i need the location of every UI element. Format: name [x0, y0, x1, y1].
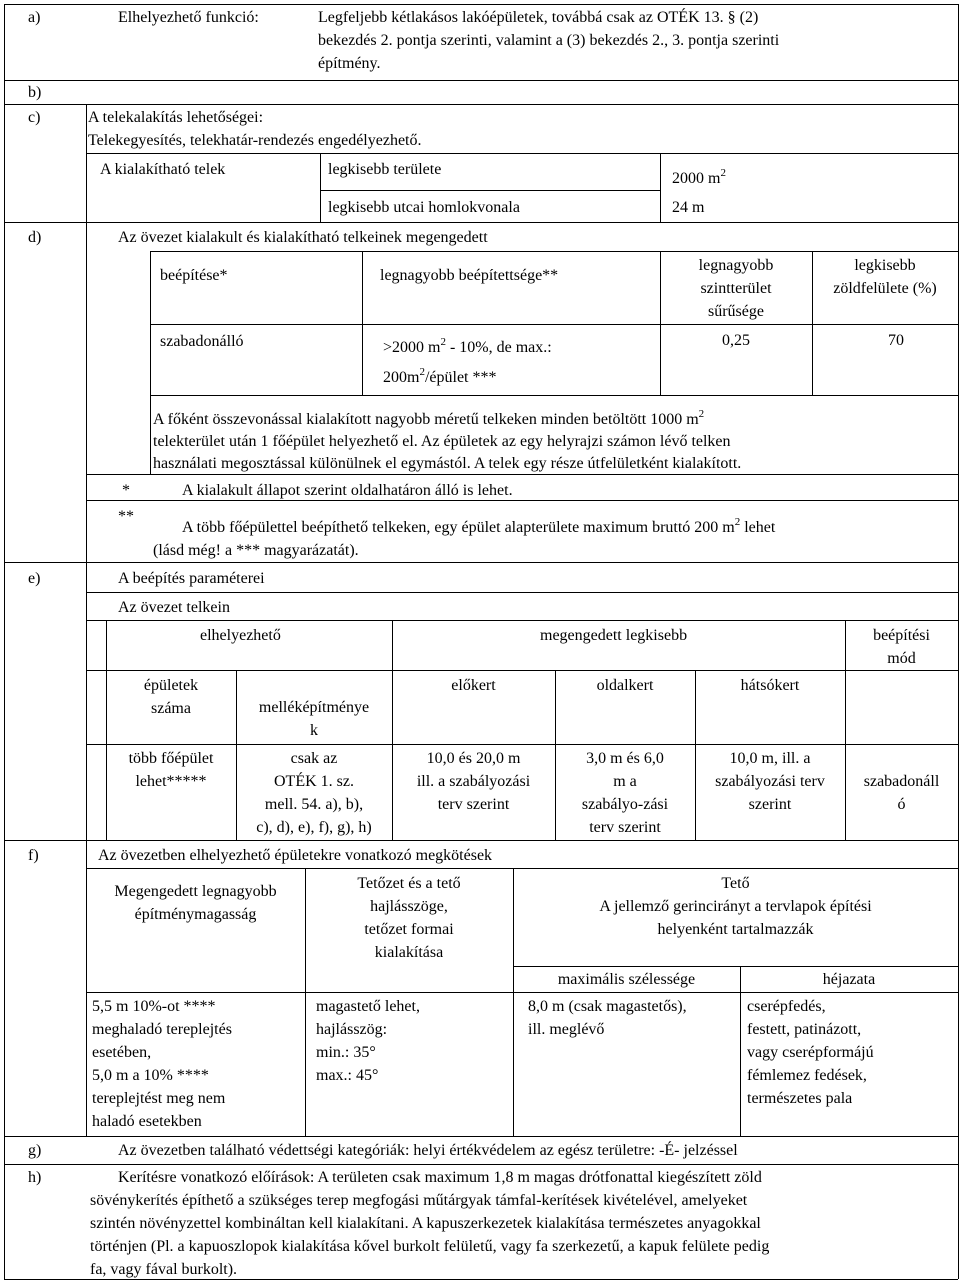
grid-line	[86, 670, 958, 671]
footnote-text: A több főépülettel beépíthető telkeken, egy épület alapterülete maximum bruttó 200 $m^2$ lehet	[182, 516, 776, 536]
grid-line	[958, 4, 959, 1279]
min-area-value: 2000 $m^2$	[672, 167, 726, 187]
min-frontage-value: 24 m	[672, 199, 705, 216]
value-rear-yard: 10,0 m, ill. a szabályozási terv szerint	[715, 750, 825, 813]
grid-line	[4, 562, 958, 563]
grid-line	[86, 592, 958, 593]
header-building-method: beépítési mód	[873, 627, 930, 667]
header-ancillary: melléképítménye k	[258, 699, 370, 739]
function-text-line: bekezdés 2. pontja szerinti, valamint a (3) bekezdés 2., 3. pontja szerinti	[318, 32, 780, 49]
section-letter-c: c)	[28, 109, 41, 126]
header-max-width: maximális szélessége	[557, 971, 696, 988]
grid-line	[4, 4, 5, 1279]
function-text-line: Legfeljebb kétlakásos lakóépületek, továbbá csak az OTÉK 13. § (2)	[318, 9, 759, 26]
section-letter-f: f)	[28, 847, 39, 864]
value-max-coverage-line: >2000 $m^2 - 10\%$, de max.:	[383, 336, 552, 356]
grid-line	[86, 992, 958, 993]
section-letter-g: g)	[28, 1142, 42, 1159]
grid-line	[4, 104, 958, 105]
grid-line	[106, 620, 107, 840]
fence-rules-line: történjen (Pl. a kapuoszlopok kialakítása kővel burkolt felületű, vagy fa szerkezetű, a kapuk felülete pedig	[90, 1238, 770, 1255]
lot-forming-text: Telekegyesítés, telekhatár-rendezés engedélyezhető.	[88, 132, 422, 149]
header-floor-area-density: legnagyobb szintterület sűrűsége	[698, 257, 774, 320]
grid-line	[362, 251, 363, 395]
footnote-marker: *	[122, 482, 130, 499]
grid-line	[4, 840, 958, 841]
grid-line	[4, 4, 958, 5]
grid-line	[4, 1164, 958, 1165]
fence-rules-line: fa, vagy fával burkolt).	[90, 1261, 238, 1278]
fence-rules-line: szintén növényzettel kombináltan kell kialakítani. A kapuszerkezetek kialakítása természetes anyagokkal	[90, 1215, 761, 1232]
header-max-coverage: legnagyobb beépítettsége**	[380, 267, 559, 284]
grid-line	[86, 868, 958, 869]
section-letter-a: a)	[28, 9, 41, 26]
min-frontage-label: legkisebb utcai homlokvonala	[328, 199, 520, 216]
lot-label: A kialakítható telek	[100, 161, 226, 178]
zone-lots-title: Az övezet kialakult és kialakítható telkeinek megengedett	[118, 229, 488, 246]
header-roof-design: Tetőzet és a tető hajlásszöge, tetőzet formai kialakítása	[357, 875, 461, 961]
value-building-method: szabadonáll ó	[863, 773, 940, 813]
header-min-green-area: legkisebb zöldfelülete (%)	[833, 257, 937, 297]
section-letter-e: e)	[28, 570, 41, 587]
grid-line	[150, 324, 958, 325]
value-side-yard: 3,0 m és 6,0 m a szabályo-zási terv szerint	[581, 750, 669, 836]
function-text-line: építmény.	[318, 55, 381, 72]
grid-line	[320, 190, 660, 191]
section-letter-d: d)	[28, 229, 42, 246]
header-roofing: héjazata	[822, 971, 876, 988]
grid-line	[4, 80, 958, 81]
lot-forming-title: A telekalakítás lehetőségei:	[88, 109, 264, 126]
grid-line	[86, 620, 958, 621]
fence-rules-line: Kerítésre vonatkozó előírások: A területen csak maximum 1,8 m magas drótfonattal kiegészített zöld	[118, 1169, 762, 1186]
building-constraints-title: Az övezetben elhelyezhető épületekre vonatkozó megkötések	[98, 847, 493, 864]
grid-line	[150, 251, 958, 252]
note-line: telekterület után 1 főépület helyezhető el. Az épületek az egy helyrajzi számon lévő telken	[153, 433, 731, 450]
section-letter-h: h)	[28, 1169, 42, 1186]
value-max-coverage-line: $200m^2$/épület ***	[383, 366, 497, 386]
grid-line	[660, 153, 661, 222]
min-area-label: legkisebb területe	[328, 161, 442, 178]
grid-line	[4, 222, 958, 223]
grid-line	[740, 966, 741, 1136]
grid-line	[86, 744, 958, 745]
section-letter-b: b)	[28, 84, 42, 101]
value-min-green-area: 70	[888, 332, 904, 349]
value-floor-area-density: 0,25	[722, 332, 750, 349]
grid-line	[150, 395, 958, 396]
grid-line	[320, 153, 321, 222]
header-building-count: épületek száma	[143, 677, 199, 717]
grid-line	[513, 966, 958, 967]
fence-rules-line: sövénykerítés építhető a szükséges terep megfogási műtárgyak támfal-kerítések kivételével, amelyeket	[90, 1192, 748, 1209]
footnote-marker: **	[118, 508, 134, 525]
header-min-allowed: megengedett legkisebb	[540, 627, 688, 644]
value-roof-design: magastető lehet, hajlásszög: min.: 35° max.: 45°	[316, 998, 420, 1084]
header-building-mode: beépítése*	[160, 267, 228, 284]
zone-lots-subtitle: Az övezet telkein	[118, 599, 230, 616]
protection-category-text: Az övezetben található védettségi kategóriák: helyi értékvédelem az egész területre: -É- jelzéssel	[118, 1142, 738, 1159]
function-label: Elhelyezhető funkció:	[118, 9, 259, 26]
value-front-yard: 10,0 és 20,0 m ill. a szabályozási terv szerint	[416, 750, 531, 813]
note-line: használati megosztással különülnek el egymástól. A telek egy része útfelületként kialakított.	[153, 455, 742, 472]
value-roofing: cserépfedés, festett, patinázott, vagy cserépformájú fémlemez fedések, természetes pala	[747, 998, 874, 1107]
building-params-title: A beépítés paraméterei	[118, 570, 265, 587]
header-max-height: Megengedett legnagyobb építménymagasság	[114, 883, 277, 923]
header-side-yard: oldalkert	[596, 677, 654, 694]
header-placeable: elhelyezhető	[200, 627, 281, 644]
value-max-width: 8,0 m (csak magastetős), ill. meglévő	[528, 998, 687, 1038]
note-line: A főként összevonással kialakított nagyobb méretű telkeken minden betöltött 1000 $m^2$	[153, 408, 705, 428]
value-building-mode: szabadonálló	[160, 333, 244, 350]
grid-line	[150, 251, 151, 474]
header-rear-yard: hátsókert	[740, 677, 800, 694]
value-max-height: 5,5 m 10%-ot **** meghaladó tereplejtés esetében, 5,0 m a 10% **** tereplejtést meg nem haladó esetekben	[92, 998, 232, 1130]
header-roof: Tető A jellemző gerincirányt a tervlapok építési helyenként tartalmazzák	[599, 875, 872, 938]
grid-line	[86, 104, 87, 1136]
footnote-text: (lásd még! a *** magyarázatát).	[153, 542, 359, 559]
value-building-count: több főépület lehet*****	[128, 750, 214, 790]
header-front-yard: előkert	[451, 677, 496, 694]
grid-line	[4, 1136, 958, 1137]
footnote-text: A kialakult állapot szerint oldalhatáron álló is lehet.	[182, 482, 513, 499]
grid-line	[86, 153, 958, 154]
value-ancillary: csak az OTÉK 1. sz. mell. 54. a), b), c), d), e), f), g), h)	[256, 750, 372, 836]
